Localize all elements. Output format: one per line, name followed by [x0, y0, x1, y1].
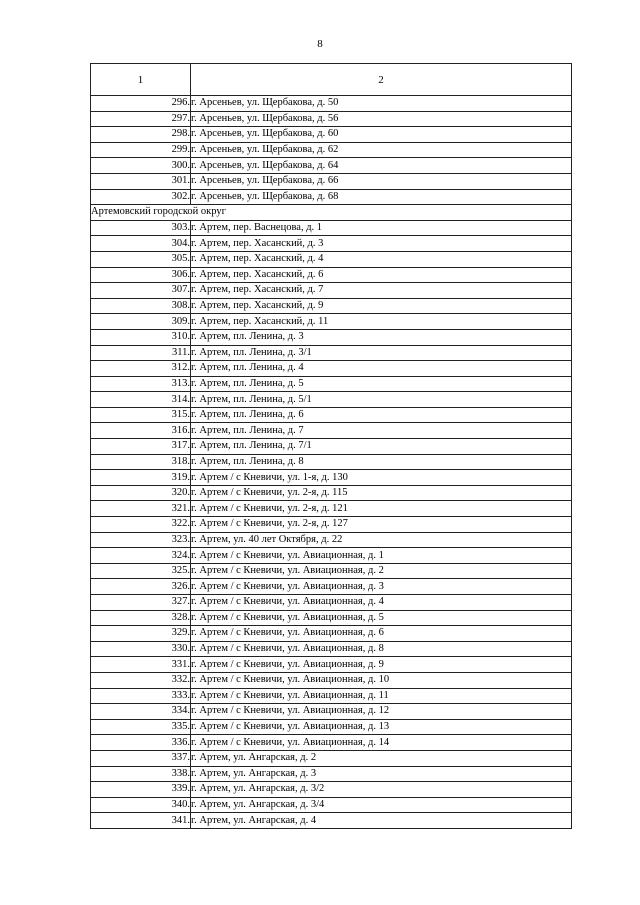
row-address: г. Артем, пл. Ленина, д. 4: [191, 361, 572, 377]
table-row: [91, 672, 572, 688]
table-row: [91, 142, 572, 158]
row-address: г. Артем / с Кневичи, ул. 2-я, д. 127: [191, 517, 572, 533]
row-number: 325.: [91, 563, 191, 579]
table-row: [91, 127, 572, 143]
table-row: [91, 392, 572, 408]
row-address: г. Артем, пл. Ленина, д. 5: [191, 376, 572, 392]
page-number: 8: [317, 38, 323, 50]
row-address: г. Арсеньев, ул. Щербакова, д. 62: [191, 142, 572, 158]
column-header-number: 1: [91, 64, 191, 96]
table-row: [91, 173, 572, 189]
row-address: г. Артем, пер. Хасанский, д. 3: [191, 236, 572, 252]
row-address: г. Артем / с Кневичи, ул. Авиационная, д. 2: [191, 563, 572, 579]
row-address: г. Артем / с Кневичи, ул. Авиационная, д. 11: [191, 688, 572, 704]
table-row: [91, 719, 572, 735]
table-row: [91, 251, 572, 267]
row-number: 307.: [91, 283, 191, 299]
row-number: 336.: [91, 735, 191, 751]
row-number: 337.: [91, 750, 191, 766]
table-row: [91, 688, 572, 704]
table-row: [91, 283, 572, 299]
table-row: [91, 657, 572, 673]
table-row: [91, 797, 572, 813]
row-address: г. Арсеньев, ул. Щербакова, д. 66: [191, 173, 572, 189]
row-address: г. Артем, пер. Васнецова, д. 1: [191, 220, 572, 236]
table-row: [91, 610, 572, 626]
row-address: г. Артем / с Кневичи, ул. 1-я, д. 130: [191, 470, 572, 486]
section-row: [91, 205, 572, 221]
table-row: [91, 376, 572, 392]
section-heading: Артемовский городской округ: [91, 205, 572, 221]
row-address: г. Артем / с Кневичи, ул. Авиационная, д. 8: [191, 641, 572, 657]
row-number: 338.: [91, 766, 191, 782]
row-address: г. Арсеньев, ул. Щербакова, д. 68: [191, 189, 572, 205]
row-address: г. Арсеньев, ул. Щербакова, д. 50: [191, 96, 572, 112]
row-address: г. Артем / с Кневичи, ул. Авиационная, д. 6: [191, 626, 572, 642]
row-address: г. Артем / с Кневичи, ул. Авиационная, д. 9: [191, 657, 572, 673]
row-address: г. Артем, ул. Ангарская, д. 3/4: [191, 797, 572, 813]
row-address: г. Артем, ул. Ангарская, д. 2: [191, 750, 572, 766]
row-address: г. Арсеньев, ул. Щербакова, д. 64: [191, 158, 572, 174]
row-address: г. Артем / с Кневичи, ул. Авиационная, д. 10: [191, 672, 572, 688]
table-row: [91, 501, 572, 517]
table-row: [91, 704, 572, 720]
row-number: 301.: [91, 173, 191, 189]
row-address: г. Артем / с Кневичи, ул. Авиационная, д. 4: [191, 595, 572, 611]
table-row: [91, 345, 572, 361]
table-row: [91, 267, 572, 283]
table-row: [91, 314, 572, 330]
row-number: 296.: [91, 96, 191, 112]
row-number: 317.: [91, 439, 191, 455]
row-number: 308.: [91, 298, 191, 314]
table-row: [91, 407, 572, 423]
table-row: [91, 641, 572, 657]
row-number: 297.: [91, 111, 191, 127]
row-number: 315.: [91, 407, 191, 423]
table-row: [91, 454, 572, 470]
row-number: 318.: [91, 454, 191, 470]
table-row: [91, 813, 572, 829]
table-row: [91, 563, 572, 579]
row-address: г. Артем, ул. Ангарская, д. 3: [191, 766, 572, 782]
row-address: г. Артем / с Кневичи, ул. Авиационная, д. 1: [191, 548, 572, 564]
table-row: [91, 439, 572, 455]
row-number: 341.: [91, 813, 191, 829]
table-row: [91, 579, 572, 595]
table-row: [91, 470, 572, 486]
row-number: 323.: [91, 532, 191, 548]
row-address: г. Артем, ул. Ангарская, д. 4: [191, 813, 572, 829]
row-number: 333.: [91, 688, 191, 704]
row-number: 332.: [91, 672, 191, 688]
table-body: [91, 96, 572, 829]
address-table: [90, 63, 572, 829]
row-address: г. Артем / с Кневичи, ул. Авиационная, д. 13: [191, 719, 572, 735]
row-number: 309.: [91, 314, 191, 330]
row-address: г. Артем, пл. Ленина, д. 7/1: [191, 439, 572, 455]
table-row: [91, 626, 572, 642]
row-number: 324.: [91, 548, 191, 564]
row-number: 302.: [91, 189, 191, 205]
table-row: [91, 220, 572, 236]
row-address: г. Артем, пл. Ленина, д. 3: [191, 329, 572, 345]
row-number: 310.: [91, 329, 191, 345]
row-number: 319.: [91, 470, 191, 486]
row-number: 311.: [91, 345, 191, 361]
row-address: г. Артем / с Кневичи, ул. Авиационная, д. 5: [191, 610, 572, 626]
row-number: 340.: [91, 797, 191, 813]
row-address: г. Артем, пер. Хасанский, д. 11: [191, 314, 572, 330]
row-address: г. Артем, пер. Хасанский, д. 6: [191, 267, 572, 283]
table-row: [91, 329, 572, 345]
table-row: [91, 96, 572, 112]
row-number: 334.: [91, 704, 191, 720]
row-number: 303.: [91, 220, 191, 236]
row-address: г. Артем / с Кневичи, ул. Авиационная, д. 14: [191, 735, 572, 751]
row-number: 327.: [91, 595, 191, 611]
row-number: 298.: [91, 127, 191, 143]
table-row: [91, 735, 572, 751]
row-number: 304.: [91, 236, 191, 252]
row-address: г. Артем / с Кневичи, ул. Авиационная, д. 12: [191, 704, 572, 720]
table-row: [91, 595, 572, 611]
table-row: [91, 782, 572, 798]
table-row: [91, 766, 572, 782]
row-address: г. Артем, пер. Хасанский, д. 4: [191, 251, 572, 267]
row-address: г. Артем, пер. Хасанский, д. 9: [191, 298, 572, 314]
row-number: 313.: [91, 376, 191, 392]
row-number: 320.: [91, 485, 191, 501]
row-number: 335.: [91, 719, 191, 735]
row-address: г. Артем / с Кневичи, ул. 2-я, д. 121: [191, 501, 572, 517]
column-header-address: 2: [191, 64, 572, 96]
row-number: 300.: [91, 158, 191, 174]
row-number: 299.: [91, 142, 191, 158]
row-address: г. Артем, ул. Ангарская, д. 3/2: [191, 782, 572, 798]
table-row: [91, 423, 572, 439]
row-address: г. Артем, пл. Ленина, д. 3/1: [191, 345, 572, 361]
table-row: [91, 750, 572, 766]
row-address: г. Артем, пл. Ленина, д. 8: [191, 454, 572, 470]
row-number: 329.: [91, 626, 191, 642]
row-address: г. Арсеньев, ул. Щербакова, д. 60: [191, 127, 572, 143]
row-number: 339.: [91, 782, 191, 798]
table-row: [91, 485, 572, 501]
row-address: г. Артем, пл. Ленина, д. 7: [191, 423, 572, 439]
row-address: г. Артем, пер. Хасанский, д. 7: [191, 283, 572, 299]
row-number: 330.: [91, 641, 191, 657]
row-number: 321.: [91, 501, 191, 517]
table-row: [91, 361, 572, 377]
row-number: 312.: [91, 361, 191, 377]
table-row: [91, 236, 572, 252]
table-row: [91, 189, 572, 205]
row-address: г. Арсеньев, ул. Щербакова, д. 56: [191, 111, 572, 127]
row-address: г. Артем, пл. Ленина, д. 6: [191, 407, 572, 423]
table-row: [91, 532, 572, 548]
table-row: [91, 517, 572, 533]
table-header-row: [91, 64, 572, 96]
row-number: 322.: [91, 517, 191, 533]
row-address: г. Артем / с Кневичи, ул. 2-я, д. 115: [191, 485, 572, 501]
row-number: 331.: [91, 657, 191, 673]
row-address: г. Артем, пл. Ленина, д. 5/1: [191, 392, 572, 408]
row-address: г. Артем, ул. 40 лет Октября, д. 22: [191, 532, 572, 548]
row-number: 328.: [91, 610, 191, 626]
row-number: 316.: [91, 423, 191, 439]
row-number: 314.: [91, 392, 191, 408]
row-address: г. Артем / с Кневичи, ул. Авиационная, д. 3: [191, 579, 572, 595]
table-row: [91, 298, 572, 314]
table-row: [91, 158, 572, 174]
table-row: [91, 111, 572, 127]
row-number: 326.: [91, 579, 191, 595]
row-number: 306.: [91, 267, 191, 283]
row-number: 305.: [91, 251, 191, 267]
table-row: [91, 548, 572, 564]
